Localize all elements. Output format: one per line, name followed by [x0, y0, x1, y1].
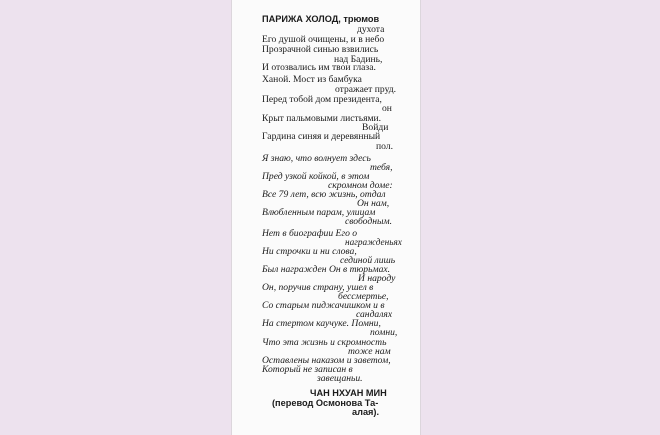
poem-line: Крыт пальмовыми листьями. — [262, 113, 382, 124]
poem-line: сединой лишь — [340, 255, 396, 266]
poem-line: Оставлены наказом и заветом, — [262, 355, 391, 366]
poem-line: над Бадинь, — [334, 54, 383, 65]
poem-line: помни, — [370, 327, 398, 338]
poem-line: отражает пруд. — [335, 84, 397, 95]
poem-line: скромном доме: — [328, 180, 393, 191]
poem-line: Был награжден Он в тюрьмах. — [262, 264, 391, 275]
poem-line: сандалях — [356, 309, 393, 320]
poem-opening-line: ПАРИЖА ХОЛОД, трюмов — [262, 14, 380, 24]
poem-line: Влюбленным парам, улицам — [262, 207, 376, 218]
poem-line: Я знаю, что волнует здесь — [262, 153, 371, 164]
poem-line: Войди — [362, 122, 389, 133]
poem-line: И отозвались им твои глаза. — [262, 62, 376, 73]
poem-line: Ни строчки и ни слова, — [262, 246, 357, 257]
poem-line: Со старым пиджачишком и в — [262, 300, 385, 311]
poem-line: Все 79 лет, всю жизнь, отдал — [262, 189, 386, 200]
poem-line: Он нам, — [357, 198, 390, 209]
poem-line: завещаньи. — [317, 373, 363, 384]
poem-line: Который не записан в — [262, 364, 353, 375]
poem-line: Перед тобой дом президента, — [262, 94, 382, 105]
poem-line: духота — [357, 24, 385, 35]
poem-line: Прозрачной синью взвились — [262, 44, 379, 55]
poem-line: пол. — [376, 141, 393, 152]
poem-line: награжденьях — [345, 237, 402, 248]
poem-line: Ханой. Мост из бамбука — [262, 74, 362, 85]
poem-line: бессмертье, — [338, 291, 389, 302]
translator-credit: (перевод Осмонова Та- — [272, 398, 379, 408]
scanned-clipping — [231, 0, 421, 435]
poem-line: Он, поручив страну, ушел в — [262, 282, 374, 293]
poem-line: На стертом каучуке. Помни, — [262, 318, 381, 329]
poem-line: Пред узкой койкой, в этом — [262, 171, 370, 182]
author-name: ЧАН НХУАН МИН — [310, 388, 387, 398]
poem-line: он — [382, 103, 392, 114]
poem-line: тоже нам — [348, 346, 391, 357]
poem-line: Нет в биографии Его о — [262, 228, 358, 239]
poem-line: Его душой очищены, и в небо — [262, 34, 385, 45]
poem-line: Что эта жизнь и скромность — [262, 337, 387, 348]
poem-line: И народу — [358, 273, 396, 284]
poem-line: тебя, — [370, 162, 393, 173]
poem-line: Гардина синяя и деревянный — [262, 131, 381, 142]
translator-credit-end: алая). — [352, 407, 380, 417]
poem-line: свободным. — [345, 216, 392, 227]
